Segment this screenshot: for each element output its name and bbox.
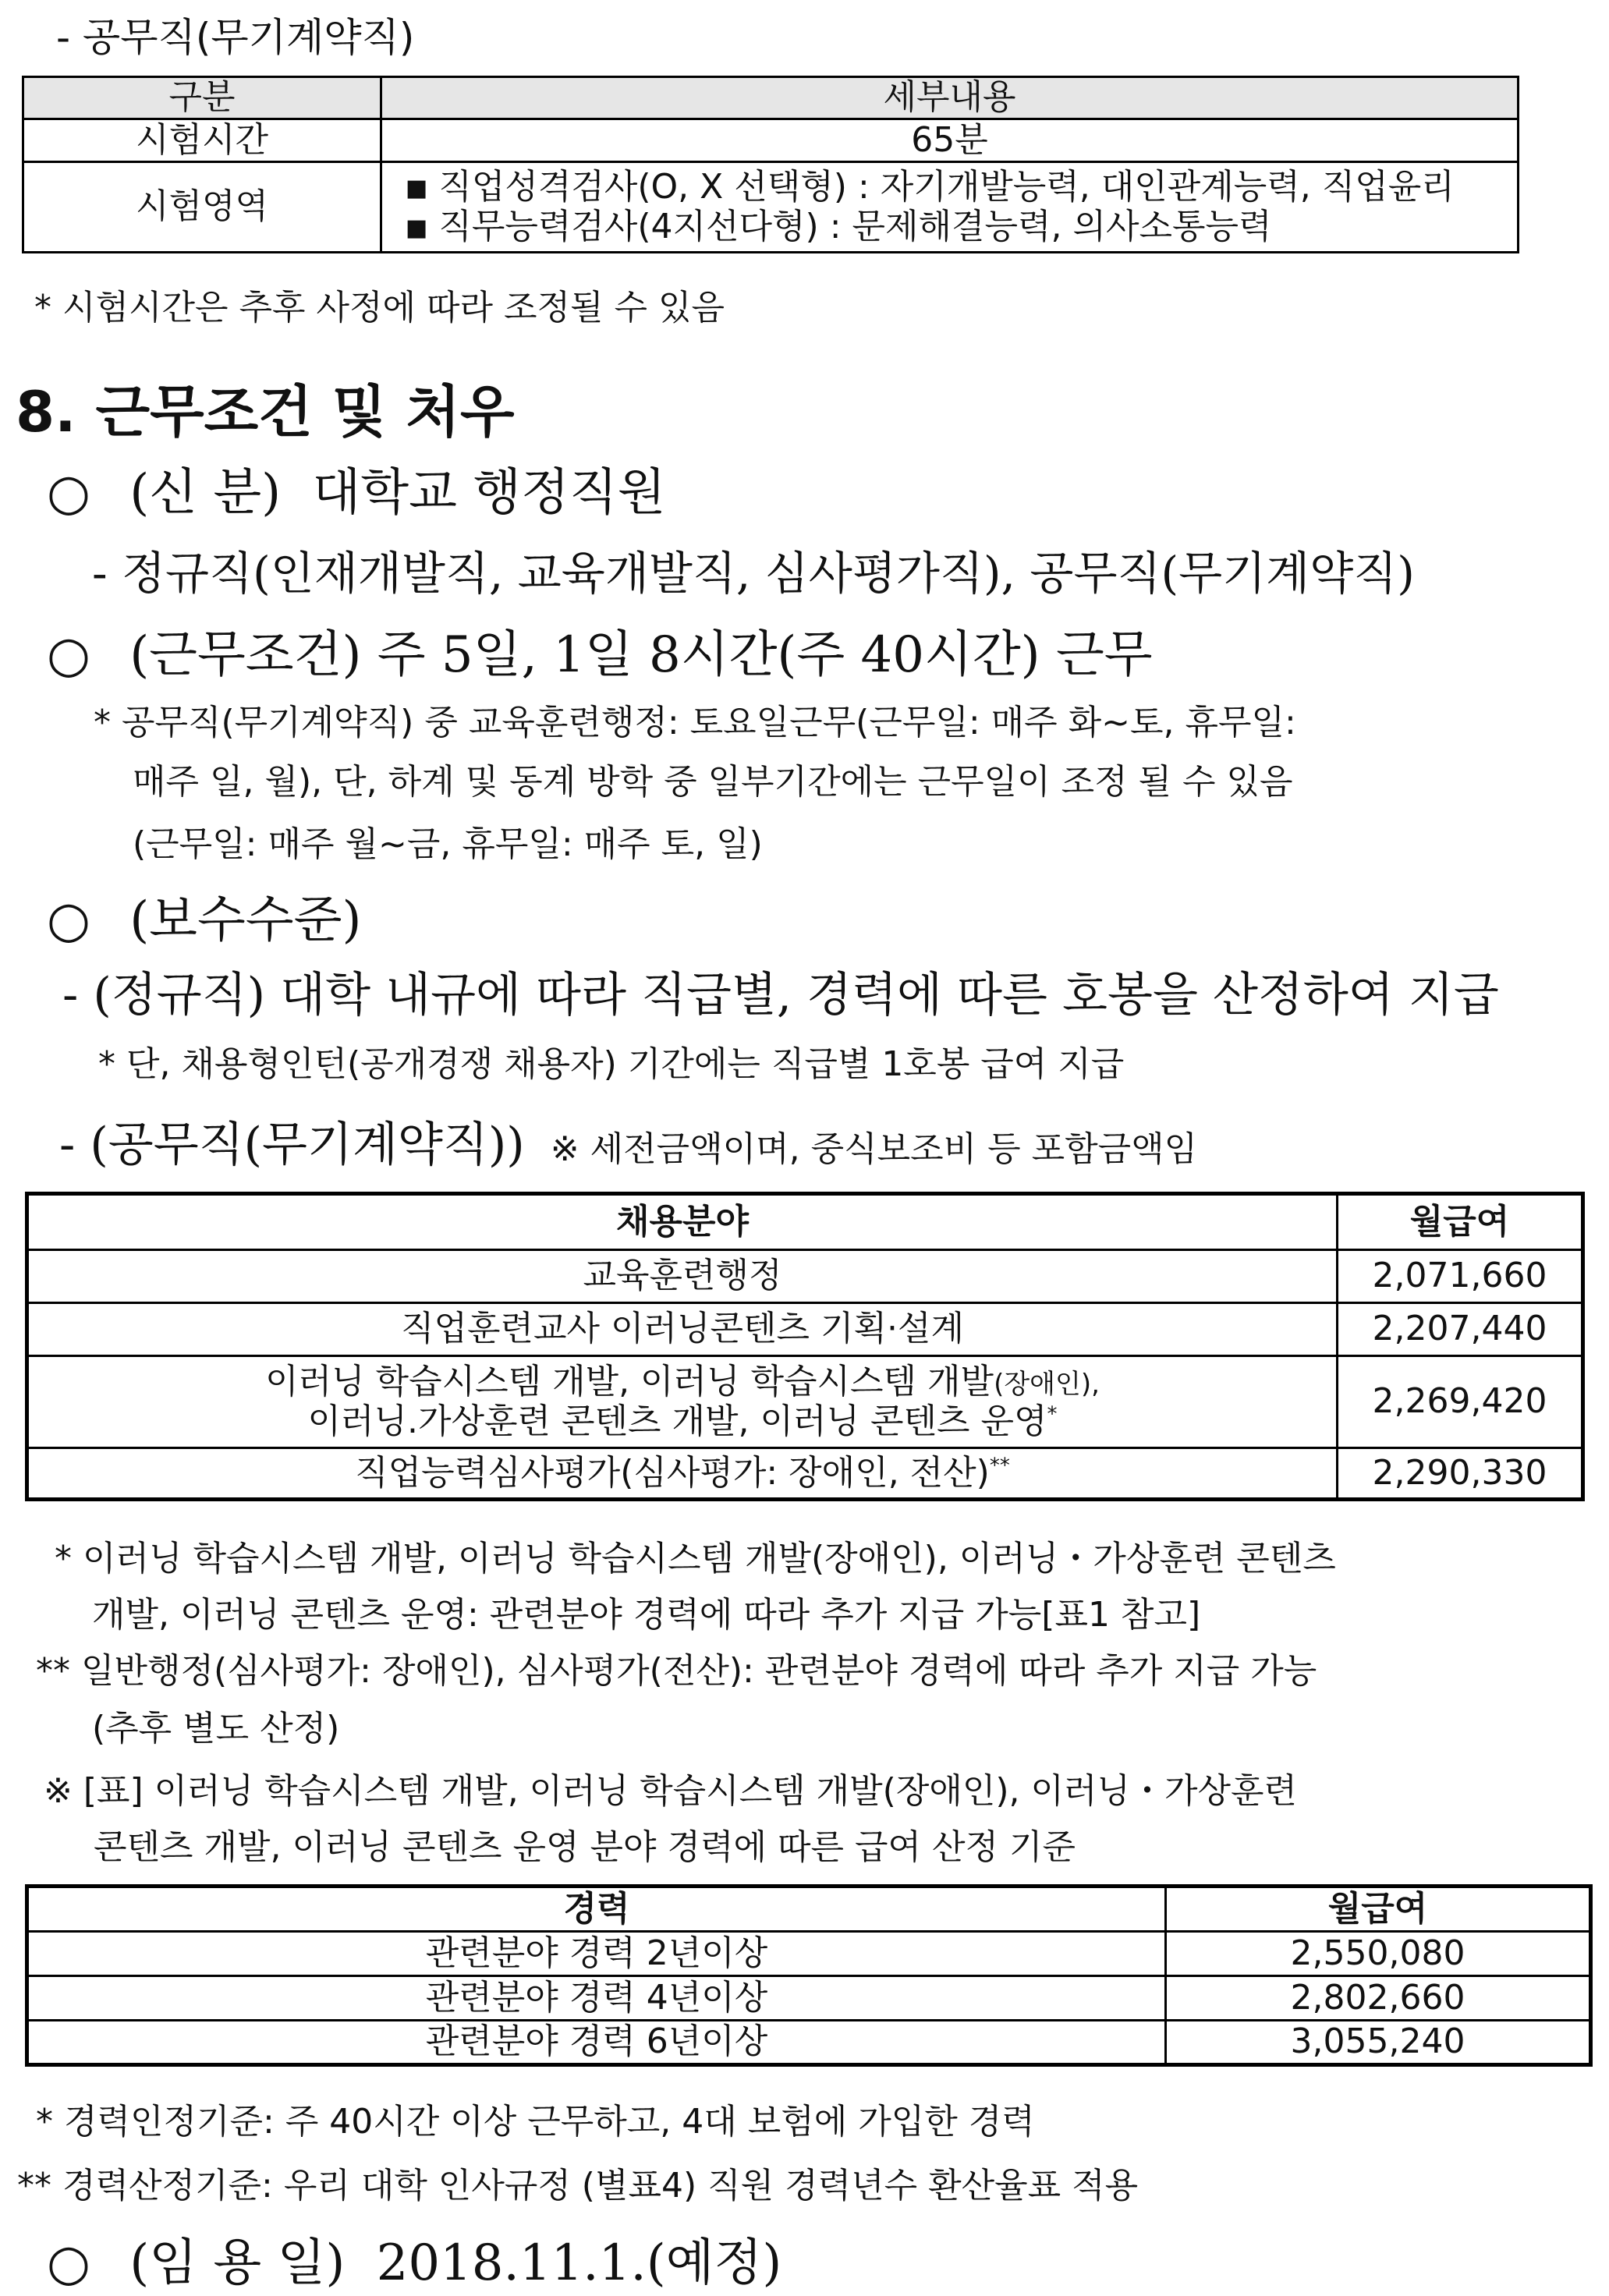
footnote: (추후 별도 산정) xyxy=(92,1709,340,1749)
pay-regular-note: * 단, 채용형인턴(공개경쟁 채용자) 기간에는 직급별 1호봉 급여 지급 xyxy=(98,1044,1125,1084)
table-cell: 65분 xyxy=(381,119,1519,162)
subsection-label: - 공무직(무기계약직) xyxy=(56,15,415,60)
footnote: ** 경력산정기준: 우리 대학 인사규정 (별표4) 직원 경력년수 환산율표 적용 xyxy=(17,2166,1139,2206)
table-header: 월급여 xyxy=(1338,1194,1583,1250)
pay-title: (보수수준) xyxy=(129,891,362,949)
square-bullet-icon: ■ xyxy=(406,174,428,202)
table-cell: 시험시간 xyxy=(23,119,381,162)
footnote: ** 일반행정(심사평가: 장애인), 심사평가(전산): 관련분야 경력에 따라 추가 지급 가능 xyxy=(36,1651,1317,1691)
work-line xyxy=(47,615,1153,686)
table-cell: 2,207,440 xyxy=(1338,1303,1583,1356)
list-item: 직업성격검사(O, X 선택형) : 자기개발능력, 대인관계능력, 직업윤리 xyxy=(438,166,1455,207)
table-cell: 2,269,420 xyxy=(1338,1356,1583,1448)
appoint-label: (임 용 일) xyxy=(129,2234,346,2292)
table-cell: 교육훈련행정 xyxy=(27,1250,1338,1303)
appoint-date: 2018.11.1.(예정) xyxy=(376,2234,782,2292)
pay-regular: - (정규직) 대학 내규에 따라 직급별, 경력에 따른 호봉을 산정하여 지급 xyxy=(62,968,1499,1022)
pay-contract-note: ※ 세전금액이며, 중식보조비 등 포함금액임 xyxy=(550,1129,1198,1169)
list-item: 직무능력검사(4지선다형) : 문제해결능력, 의사소통능력 xyxy=(438,206,1272,246)
footnote: * 시험시간은 추후 사정에 따라 조정될 수 있음 xyxy=(34,288,725,328)
table-header: 채용분야 xyxy=(27,1194,1338,1250)
table-header: 구분 xyxy=(23,77,381,119)
pay-contract-line xyxy=(59,1107,1197,1175)
table-cell: 시험영역 xyxy=(23,162,381,253)
circle-bullet-icon: ○ xyxy=(47,464,90,522)
exam-table xyxy=(22,76,1519,253)
circle-bullet-icon: ○ xyxy=(47,2234,90,2292)
work-note: 매주 일, 월), 단, 하계 및 동계 방학 중 일부기간에는 근무일이 조정 될 수 있음 xyxy=(133,762,1293,802)
table-cell: 관련분야 경력 4년이상 xyxy=(27,1976,1166,2021)
status-sub: - 정규직(인재개발직, 교육개발직, 심사평가직), 공무직(무기계약직) xyxy=(92,547,1415,600)
career-table xyxy=(25,1884,1593,2067)
table-cell xyxy=(381,162,1519,253)
work-note: (근무일: 매주 월~금, 휴무일: 매주 토, 일) xyxy=(133,824,763,864)
square-bullet-icon: ■ xyxy=(406,214,428,242)
table-cell: 2,550,080 xyxy=(1166,1932,1591,1976)
pay-line xyxy=(47,880,361,951)
table-cell: 이러닝 학습시스템 개발, 이러닝 학습시스템 개발(장애인), 이러닝.가상훈련 콘텐츠 개발, 이러닝 콘텐츠 운영* xyxy=(27,1356,1338,1448)
circle-bullet-icon: ○ xyxy=(47,891,90,949)
footnote: ※ [표] 이러닝 학습시스템 개발, 이러닝 학습시스템 개발(장애인), 이러닝・가상훈련 xyxy=(44,1771,1298,1811)
footnote: 개발, 이러닝 콘텐츠 운영: 관련분야 경력에 따라 추가 지급 가능[표1 참고] xyxy=(92,1595,1201,1635)
table-header: 세부내용 xyxy=(381,77,1519,119)
table-cell: 관련분야 경력 6년이상 xyxy=(27,2021,1166,2065)
circle-bullet-icon: ○ xyxy=(47,626,90,684)
table-cell: 직업훈련교사 이러닝콘텐츠 기획·설계 xyxy=(27,1303,1338,1356)
work-note: * 공무직(무기계약직) 중 교육훈련행정: 토요일근무(근무일: 매주 화~토, 휴무일: xyxy=(94,703,1296,742)
section-title: 8. 근무조건 및 처우 xyxy=(16,379,515,445)
table-cell: 2,071,660 xyxy=(1338,1250,1583,1303)
table-cell: 2,290,330 xyxy=(1338,1448,1583,1500)
table-cell: 3,055,240 xyxy=(1166,2021,1591,2065)
pay-contract-title: - (공무직(무기계약직)) xyxy=(59,1118,525,1172)
table-cell: 관련분야 경력 2년이상 xyxy=(27,1932,1166,1976)
table-cell: 직업능력심사평가(심사평가: 장애인, 전산)** xyxy=(27,1448,1338,1500)
work-text: (근무조건) 주 5일, 1일 8시간(주 40시간) 근무 xyxy=(129,626,1153,684)
appoint-line xyxy=(47,2223,781,2294)
footnote: 콘텐츠 개발, 이러닝 콘텐츠 운영 분야 경력에 따른 급여 산정 기준 xyxy=(94,1827,1076,1867)
footnote: * 이러닝 학습시스템 개발, 이러닝 학습시스템 개발(장애인), 이러닝・가상훈련 콘텐츠 xyxy=(55,1539,1336,1578)
status-line xyxy=(47,452,666,524)
table-header: 경력 xyxy=(27,1887,1166,1932)
status-label: (신 분) xyxy=(129,464,282,522)
status-text: 대학교 행정직원 xyxy=(312,464,666,522)
salary-table xyxy=(25,1192,1585,1501)
table-header: 월급여 xyxy=(1166,1887,1591,1932)
table-cell: 2,802,660 xyxy=(1166,1976,1591,2021)
footnote: * 경력인정기준: 주 40시간 이상 근무하고, 4대 보험에 가입한 경력 xyxy=(36,2102,1035,2142)
